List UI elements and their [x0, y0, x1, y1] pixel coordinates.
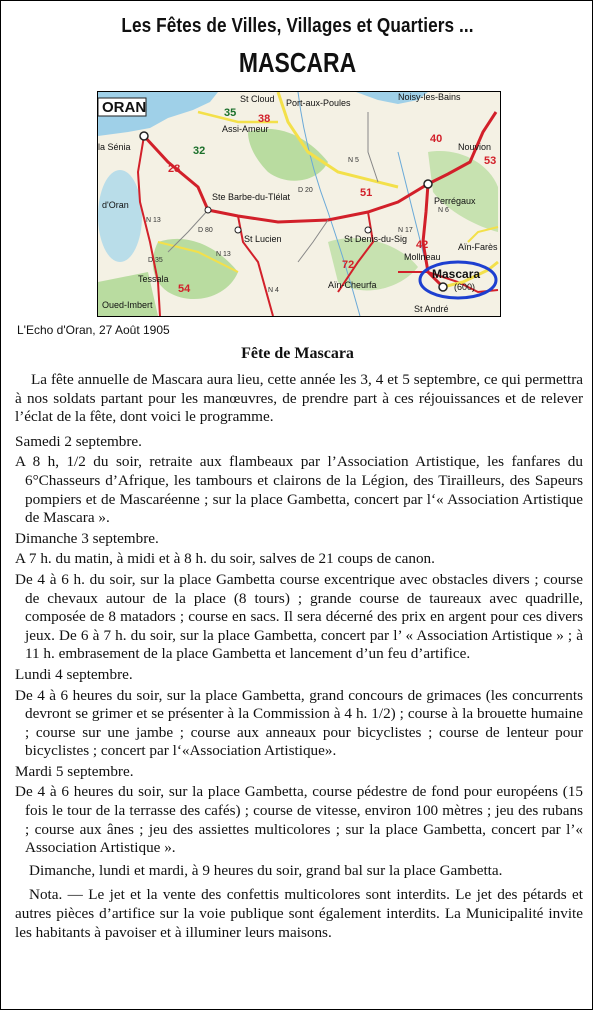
route-label: N 6 [438, 207, 449, 214]
map-label-mascara: Mascara [432, 267, 481, 281]
closing-paragraph: Dimanche, lundi et mardi, à 9 heures du soir, grand bal sur la place Gambetta. [29, 861, 503, 879]
map-label: Assi-Ameur [222, 124, 269, 134]
event-paragraph: A 8 h, 1/2 du soir, retraite aux flambeaux par l’Association Artistique, les fanfares du 6°Chasseurs d’Afrique, les tambours et clairons de la Légion, des Tirailleurs, des Sapeurs pompiers et de Mascaréenne ; sur la place Gambetta, concert par l‘« Association Artistique de Mascara ». [15, 453, 583, 527]
town-title: MASCARA [238, 47, 357, 78]
source-caption: L'Echo d'Oran, 27 Août 1905 [17, 323, 170, 337]
route-label: 35 [224, 107, 237, 119]
route-label: D 80 [198, 227, 213, 234]
route-label: D 20 [298, 187, 313, 194]
route-label: 72 [342, 259, 355, 271]
map-label: Noisy-les-Bains [398, 92, 461, 102]
route-label: 40 [430, 133, 443, 145]
event-paragraph: De 4 à 6 heures du soir, sur la place Gambetta, grand concours de grimaces (les concurrents devront se grimer et se présenter à la Commission à 4 h. 1/2) ; course à la brouette humaine ; course sur une jambe ; course aux anneaux pour bicyclistes ; course de lenteur pour bicyclistes ; concert par l‘«Association Artistique». [15, 686, 583, 760]
route-label: 42 [416, 239, 429, 251]
map-label: d'Oran [102, 200, 129, 210]
route-label: N 4 [268, 287, 279, 294]
event-paragraph: A 7 h. du matin, à midi et à 8 h. du soir, salves de 21 coups de canon. [15, 550, 435, 568]
series-title: Les Fêtes de Villes, Villages et Quartiers ... [121, 15, 474, 37]
event-paragraph: De 4 à 6 heures du soir, sur la place Gambetta, course pédestre de fond pour européens (15 fois le tour de la terrasse des cafés) ; course de vitesse, environ 100 mètres ; jeu des rubans ; course aux ânes ; jeu des assiettes multicolores ; sur la place Gambetta, concert par l’« Association Artistique ». [15, 783, 583, 857]
map-graphic [98, 92, 500, 316]
intro-paragraph: La fête annuelle de Mascara aura lieu, cette année les 3, 4 et 5 septembre, ce qui permettra à nos soldats partant pour les manœuvres, de prendre part à ces réjouissances et de relever l’éclat de la fête, dont voici le programme. [15, 371, 583, 426]
route-label: 32 [193, 145, 206, 157]
day-heading: Lundi 4 septembre. [15, 665, 133, 683]
article-title: Fête de Mascara [241, 345, 354, 362]
map-label: Ste Barbe-du-Tlélat [212, 192, 291, 202]
route-label: D 35 [148, 257, 163, 264]
day-heading: Samedi 2 septembre. [15, 432, 142, 450]
day-heading: Dimanche 3 septembre. [15, 529, 159, 547]
map-label: Perrégaux [434, 196, 476, 206]
route-label: 38 [258, 113, 271, 125]
route-label: 53 [484, 155, 497, 167]
map-label: St André [414, 304, 449, 314]
map-label: (600) [454, 282, 476, 292]
map-label: Oued-Imbert [102, 300, 153, 310]
route-label: 51 [360, 187, 373, 199]
map-label: St Cloud [240, 94, 275, 104]
day-heading: Mardi 5 septembre. [15, 762, 134, 780]
route-label: 28 [168, 163, 181, 175]
route-label: 54 [178, 283, 191, 295]
map-label: Mollneau [404, 252, 441, 262]
map-label: la Sénia [98, 142, 131, 152]
region-map [97, 91, 501, 317]
map-label: Tessala [138, 274, 169, 284]
article-body [15, 371, 583, 942]
map-label: Aïn-Cheurfa [328, 280, 377, 290]
route-label: N 13 [216, 251, 231, 258]
map-label-oran: ORAN [102, 99, 147, 116]
event-paragraph: De 4 à 6 h. du soir, sur la place Gambetta course excentrique avec obstacles divers ; course de chevaux autour de la place (8 tours) ; grande course de taureaux avec quadrille, composée de 8 matadors ; course en sacs. Il sera décerné des prix en argent pour ces divers jeux. De 6 à 7 h. du soir, sur la place Gambetta, concert par l’ « Association Artistique » ; à 11 h. embrasement de la place Gambetta et lancement d’un feu d’artifice. [15, 570, 583, 663]
map-label: Nouvion [458, 142, 492, 152]
map-label: Port-aux-Poules [286, 98, 351, 108]
map-label: St Denis-du-Sig [344, 234, 408, 244]
route-label: N 17 [398, 227, 413, 234]
route-label: N 13 [146, 217, 161, 224]
nota-paragraph: Nota. — Le jet et la vente des confettis multicolores sont interdits. Le jet des pétards et autres pièces d’artifice sur la voie publique sont également interdits. La Municipalité invite les habitants à pavoiser et à illuminer leurs maisons. [15, 886, 583, 941]
map-label: St Lucien [244, 234, 282, 244]
map-label: Aïn-Farès [458, 242, 498, 252]
route-label: N 5 [348, 157, 359, 164]
